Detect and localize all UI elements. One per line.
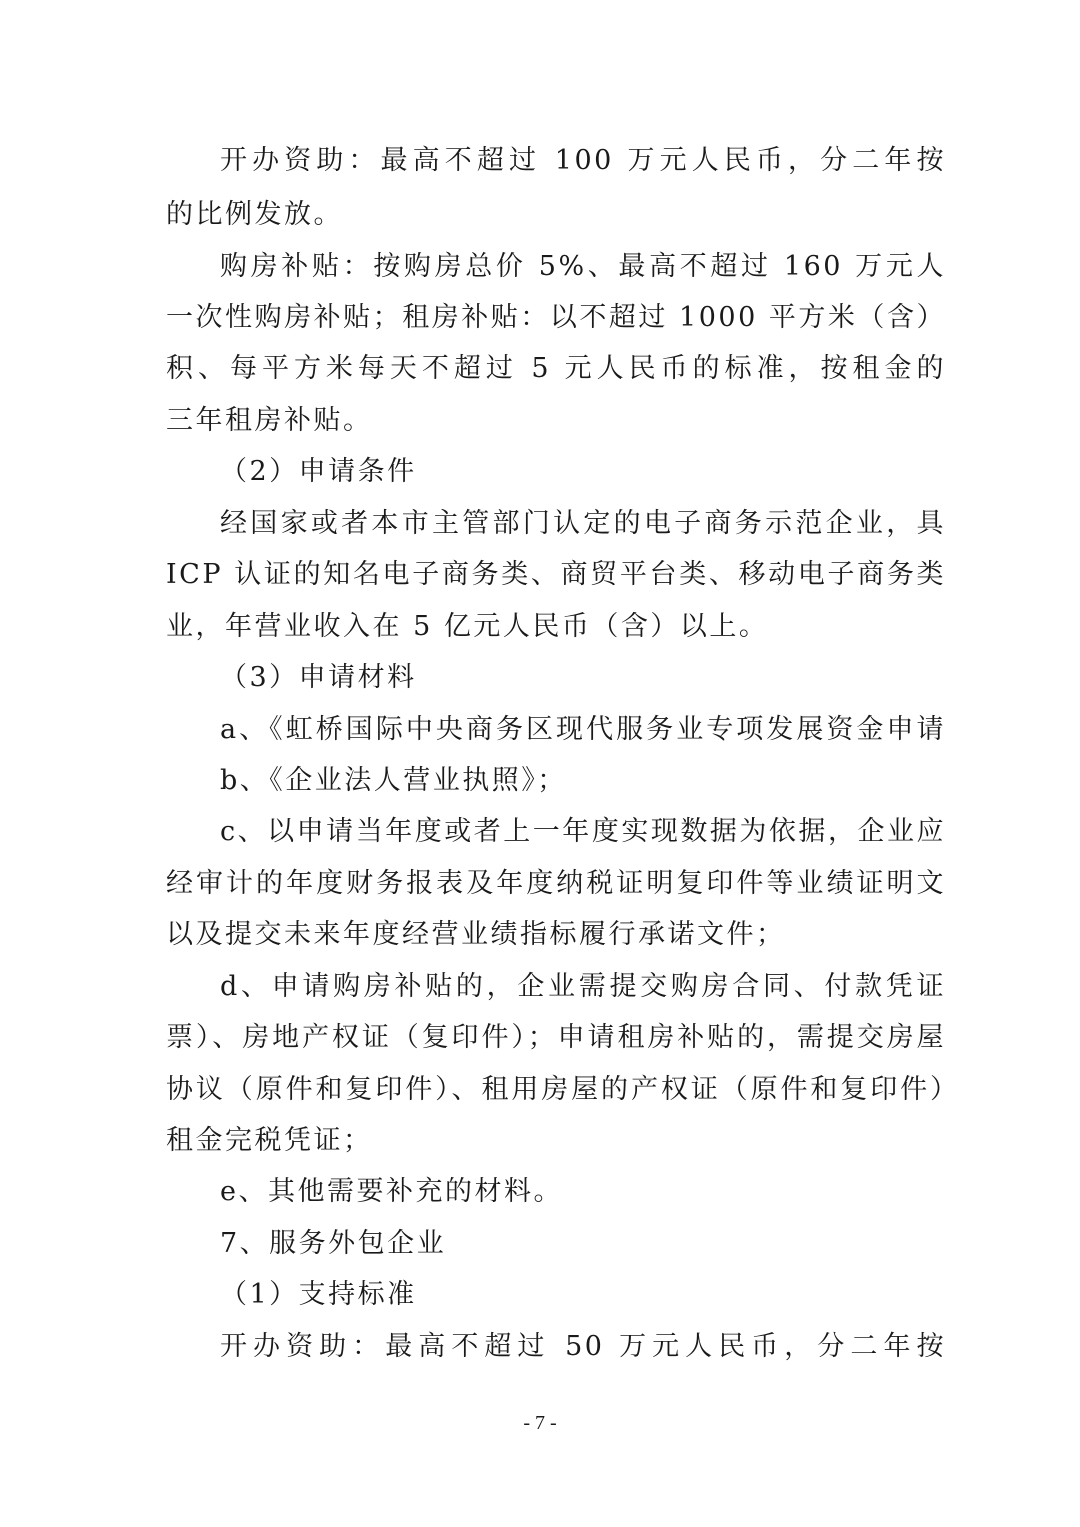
paragraph-line: 经审计的年度财务报表及年度纳税证明复印件等业绩证明文 — [166, 868, 946, 899]
paragraph-line: 以及提交未来年度经营业绩指标履行承诺文件； — [166, 919, 786, 950]
list-item: c、以申请当年度或者上一年度实现数据为依据，企业应 — [220, 816, 946, 847]
page-number: - 7 - — [523, 1412, 557, 1434]
paragraph-line: 租金完税凭证； — [166, 1125, 373, 1156]
paragraph-line: 购房补贴：按购房总价 5%、最高不超过 160 万元人 — [220, 251, 946, 282]
list-item: d、申请购房补贴的，企业需提交购房合同、付款凭证 — [220, 971, 946, 1002]
paragraph-line: 积、每平方米每天不超过 5 元人民币的标准，按租金的 — [166, 353, 946, 384]
paragraph-line: 的比例发放。 — [166, 199, 343, 230]
paragraph-line: 票）、房地产权证（复印件）；申请租房补贴的，需提交房屋 — [166, 1022, 946, 1053]
paragraph-line: ICP 认证的知名电子商务类、商贸平台类、移动电子商务类 — [166, 559, 946, 590]
section-heading: （3）申请材料 — [220, 662, 417, 693]
list-item: b、《企业法人营业执照》； — [220, 765, 567, 796]
paragraph-line: 业，年营业收入在 5 亿元人民币（含）以上。 — [166, 611, 769, 642]
paragraph-line: 协议（原件和复印件）、租用房屋的产权证（原件和复印件） — [166, 1074, 946, 1105]
paragraph-line: 经国家或者本市主管部门认定的电子商务示范企业，具 — [220, 508, 946, 539]
paragraph-line: 一次性购房补贴；租房补贴：以不超过 1000 平方米（含） — [166, 302, 946, 333]
list-item: e、其他需要补充的材料。 — [220, 1176, 563, 1207]
paragraph-line: 三年租房补贴。 — [166, 405, 373, 436]
section-heading: （2）申请条件 — [220, 456, 417, 487]
paragraph-line: 开办资助：最高不超过 50 万元人民币，分二年按 — [220, 1331, 946, 1362]
list-item: a、《虹桥国际中央商务区现代服务业专项发展资金申请 — [220, 714, 946, 745]
section-heading: 7、服务外包企业 — [220, 1228, 447, 1259]
section-heading: （1）支持标准 — [220, 1279, 417, 1310]
paragraph-line: 开办资助：最高不超过 100 万元人民币，分二年按 — [220, 145, 946, 176]
